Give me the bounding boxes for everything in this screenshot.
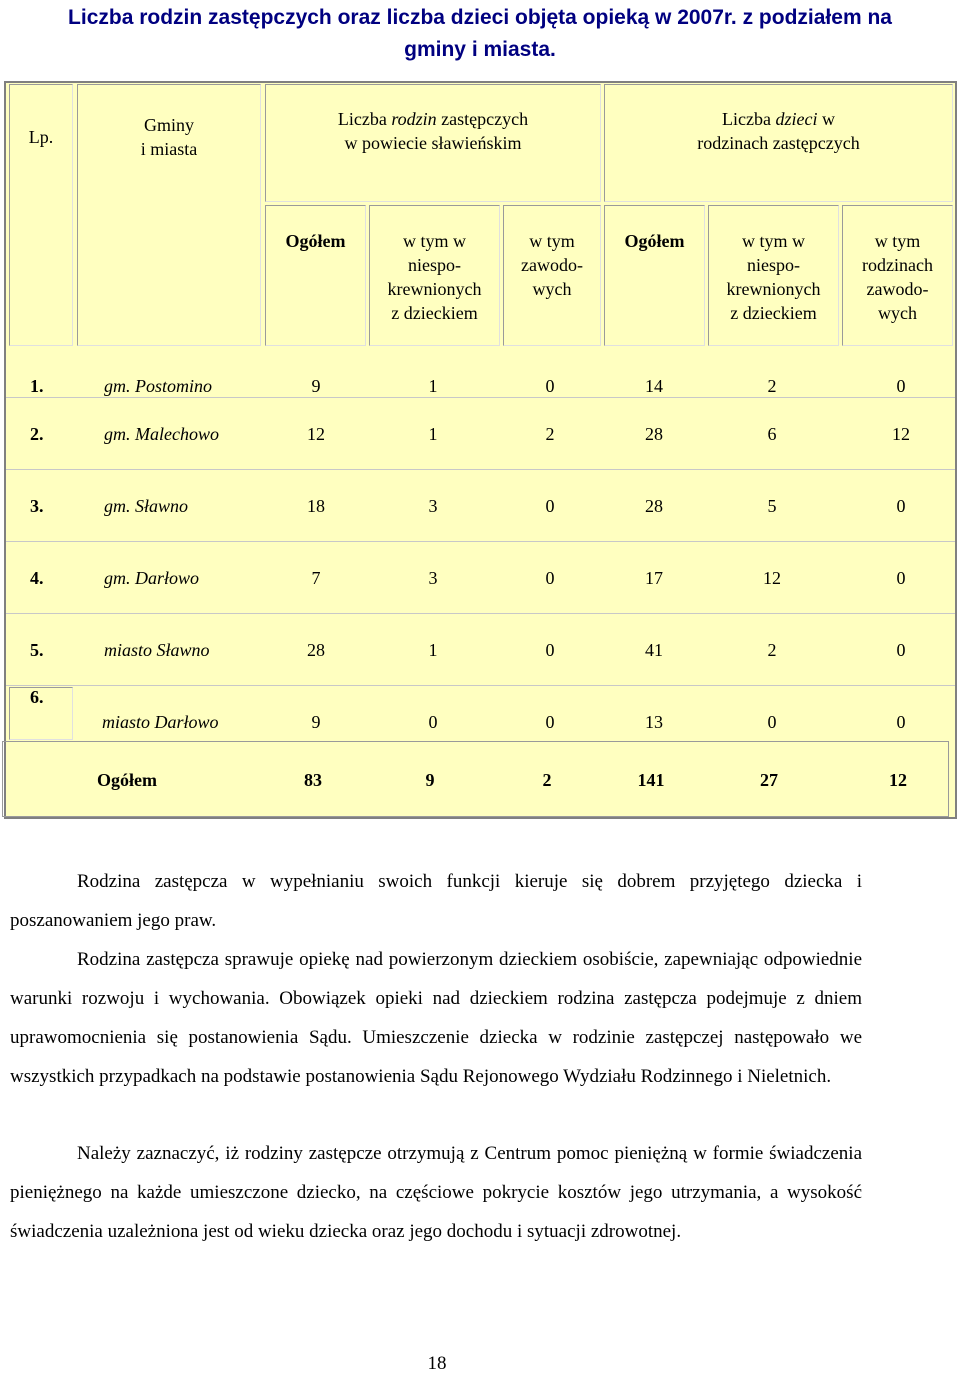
header-sub-ogolem-dzieci: Ogółem [624,231,685,251]
total-value: 9 [425,770,435,790]
total-value: 2 [542,770,552,790]
header-gminy: Gminy i miasta [140,115,198,159]
header-dzieci: Liczba dzieci w rodzinach zastępczych [697,109,860,153]
total-value: 83 [304,770,322,790]
header-sub-niespokrewnionych-dzieci: w tym w niespo- krewnionych z dzieckiem [726,231,821,323]
header-rodzin: Liczba rodzin zastępczych w powiecie sławieńskim [337,109,529,153]
header-sub-niespokrewnionych-rodzin: w tym w niespo- krewnionych z dzieckiem [387,231,482,323]
title-line-2: gminy i miasta. [404,38,556,61]
header-sub-zawodowych-dzieci: w tym rodzinach zawodo- wych [862,231,933,323]
page-title [0,2,960,66]
row-divider [6,685,955,686]
paragraph-3: Należy zaznaczyć, iż rodziny zastępcze otrzymują z Centrum pomoc pieniężną w formie świadczenia pieniężnego na każde umieszczone dziecko, na częściowe pokrycie kosztów jego utrzymania, a wysokość świadczenia uzależniona jest od wieku dziecka oraz jego dochodu i sytuacji zdrowotnej. [10,1143,862,1242]
total-value: 12 [889,770,907,790]
page-number: 18 [427,1353,447,1374]
table-row: 2. gm. Malechowo 12 1 2 28 6 12 [30,424,910,444]
header-sub-ogolem-rodzin: Ogółem [285,231,346,251]
table-row: 6. miasto Darłowo 9 0 0 13 0 0 [30,687,906,732]
table-row: 3. gm. Sławno 18 3 0 28 5 0 [30,496,906,516]
total-value: 27 [760,770,778,790]
row-divider [6,469,955,470]
paragraph-2: Rodzina zastępcza sprawuje opiekę nad powierzonym dzieckiem osobiście, zapewniając odpowiednie warunki rozwoju i wychowania. Obowiązek opieki nad dzieckiem rodzina zastępcza podejmuje z dniem uprawomocnienia się postanowienia Sądu. Umieszczenie dziecka w rodzinie zastępczej następowało we wszystkich przypadkach na podstawie postanowienia Sądu Rejonowego Wydziału Rodzinnego i Nieletnich. [10,949,862,1087]
title-line-1: Liczba rodzin zastępczych oraz liczba dzieci objęta opieką w 2007r. z podziałem na [68,6,892,29]
total-label: Ogółem [97,770,157,790]
header-sub-zawodowych-rodzin: w tym zawodo- wych [521,231,583,299]
header-cell-sub-1 [265,205,366,346]
table-row: 5. miasto Sławno 28 1 0 41 2 0 [30,640,906,660]
row-divider [6,541,955,542]
header-lp: Lp. [28,127,54,147]
total-value: 141 [637,770,665,790]
header-cell-sub-4 [604,205,705,346]
row-divider [6,613,955,614]
table-row: 1. gm. Postomino 9 1 0 14 2 0 [30,376,906,396]
table-row: 4. gm. Darłowo 7 3 0 17 12 0 [30,568,906,588]
paragraph-1: Rodzina zastępcza w wypełnianiu swoich funkcji kieruje się dobrem przyjętego dziecka i poszanowaniem jego praw. [10,871,862,931]
table-total-row [2,741,949,817]
foster-families-table [4,81,957,819]
